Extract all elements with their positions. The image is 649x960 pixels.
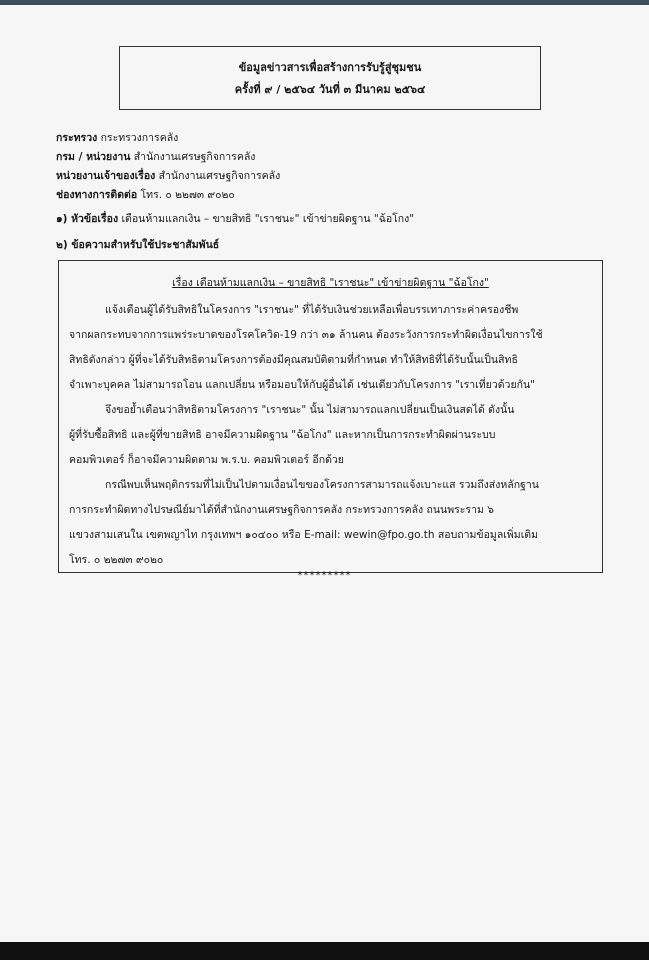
body-line: จากผลกระทบจากการแพร่ระบาดของโรคโควิด-19 กว่า ๓๑ ล้านคน ต้องระวังการกระทำผิดเงื่อนไขการใช้ [69,329,543,341]
meta-contact [56,186,235,203]
meta-value: สำนักงานเศรษฐกิจการคลัง [158,170,281,182]
body-line: แจ้งเตือนผู้ได้รับสิทธิในโครงการ "เราชนะ" ที่ได้รับเงินช่วยเหลือเพื่อบรรเทาภาระค่าครองชีพ [105,304,519,316]
body-line: การกระทำผิดทางไปรษณีย์มาได้ที่สำนักงานเศรษฐกิจการคลัง กระทรวงการคลัง ถนนพระราม ๖ [69,504,494,516]
section-2-label: ๒) ข้อความสำหรับใช้ประชาสัมพันธ์ [56,239,220,251]
section-1-label: ๑) หัวข้อเรื่อง [56,213,119,225]
body-line: จำเพาะบุคคล ไม่สามารถโอน แลกเปลี่ยน หรือมอบให้กับผู้อื่นได้ เช่นเดียวกับโครงการ "เราเที่ยวด้วยกัน" [69,379,535,391]
announcement-box [58,260,603,573]
body-line: จึงขอย้ำเตือนว่าสิทธิตามโครงการ "เราชนะ" นั้น ไม่สามารถแลกเปลี่ยนเป็นเงินสดได้ ดังนั้น [105,404,515,416]
document-page [0,5,649,942]
meta-department [56,148,255,165]
meta-label: กรม / หน่วยงาน [56,151,131,163]
body-line: แขวงสามเสนใน เขตพญาไท กรุงเทพฯ ๑๐๔๐๐ หรือ E-mail: wewin@fpo.go.th สอบถามข้อมูลเพิ่มเติม [69,529,539,541]
body-line: คอมพิวเตอร์ ก็อาจมีความผิดตาม พ.ร.บ. คอมพิวเตอร์ อีกด้วย [69,454,344,466]
meta-value: สำนักงานเศรษฐกิจการคลัง [133,151,256,163]
header-title: ข้อมูลข่าวสารเพื่อสร้างการรับรู้สู่ชุมชน [238,61,422,74]
header-issue-date: ครั้งที่ ๙ / ๒๕๖๔ วันที่ ๓ มีนาคม ๒๕๖๔ [234,83,426,96]
body-line: กรณีพบเห็นพฤติกรรมที่ไม่เป็นไปตามเงื่อนไขของโครงการสามารถแจ้งเบาะแส รวมถึงส่งหลักฐาน [105,479,539,491]
section-2-heading [56,236,219,253]
end-marker: ********* [297,570,352,581]
body-line: ผู้ที่รับซื้อสิทธิ และผู้ที่ขายสิทธิ อาจมีความผิดฐาน "ฉ้อโกง" และหากเป็นการกระทำผิดผ่านระบบ [69,429,496,441]
body-line: โทร. ๐ ๒๒๗๓ ๙๐๒๐ [69,554,164,566]
meta-value: โทร. ๐ ๒๒๗๓ ๙๐๒๐ [140,189,235,201]
meta-owner-agency [56,167,280,184]
meta-label: ช่องทางการติดต่อ [56,189,138,201]
meta-label: กระทรวง [56,132,98,144]
section-1-value: เตือนห้ามแลกเงิน – ขายสิทธิ "เราชนะ" เข้าข่ายผิดฐาน "ฉ้อโกง" [121,213,415,225]
header-box [119,46,541,110]
section-1-subject [56,210,414,227]
announcement-title: เรื่อง เตือนห้ามแลกเงิน – ขายสิทธิ "เราชนะ" เข้าข่ายผิดฐาน "ฉ้อโกง" [172,277,489,289]
body-line: สิทธิดังกล่าว ผู้ที่จะได้รับสิทธิตามโครงการต้องมีคุณสมบัติตามที่กำหนด ทำให้สิทธิที่ได้รับนั้นเป็นสิทธิ [69,354,518,366]
meta-label: หน่วยงานเจ้าของเรื่อง [56,170,156,182]
bottom-bar [0,942,649,960]
meta-ministry [56,129,178,146]
meta-value: กระทรวงการคลัง [100,132,179,144]
